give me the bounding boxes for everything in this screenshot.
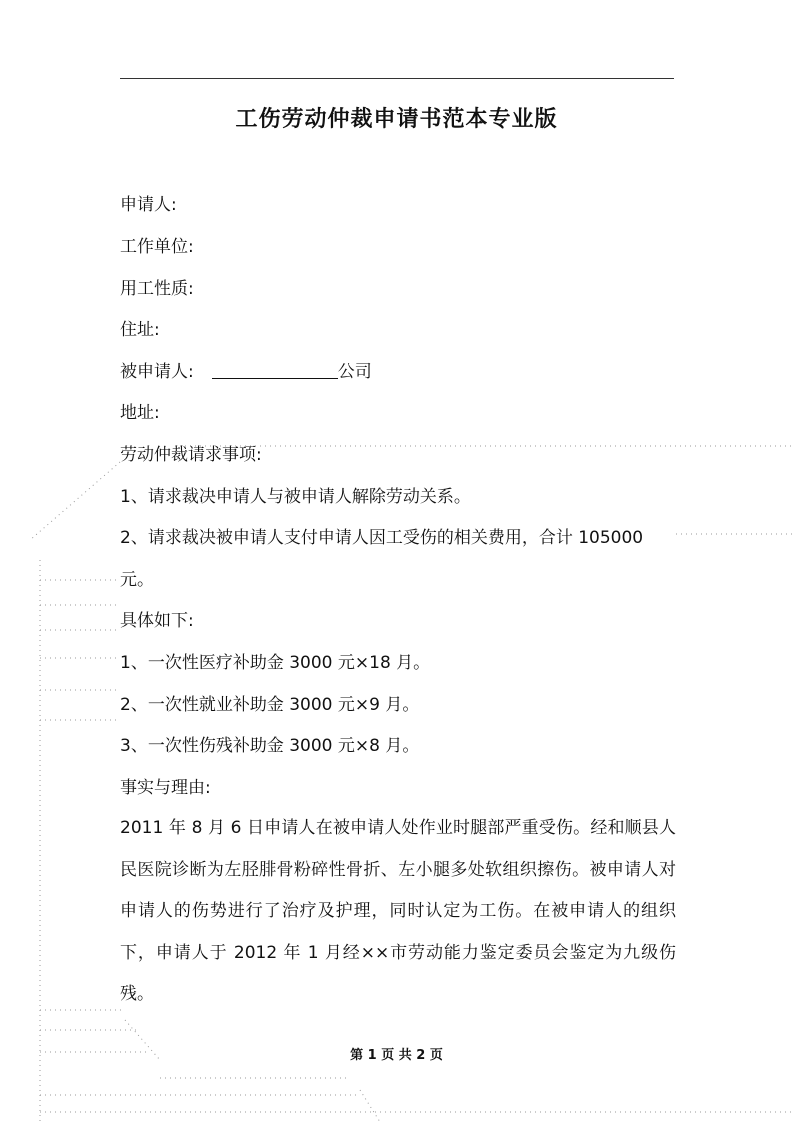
document-title: 工伤劳动仲裁申请书范本专业版 bbox=[235, 107, 558, 132]
detail-item-1: 1、一次性医疗补助金 3000 元×18 月。 bbox=[120, 653, 431, 673]
claim-item-2-line-1: 2、请求裁决被申请人支付申请人因工受伤的相关费用，合计 105000 bbox=[120, 528, 644, 548]
employer-label: 工作单位: bbox=[120, 237, 194, 257]
respondent-address-label: 地址: bbox=[120, 403, 160, 423]
detail-item-3: 3、一次性伤残补助金 3000 元×8 月。 bbox=[120, 736, 420, 756]
respondent-label: 被申请人: bbox=[120, 362, 194, 382]
claim-item-1: 1、请求裁决申请人与被申请人解除劳动关系。 bbox=[120, 487, 471, 507]
respondent-suffix: 公司 bbox=[337, 362, 372, 382]
claims-heading: 劳动仲裁请求事项: bbox=[120, 445, 262, 465]
header-rule bbox=[120, 78, 674, 79]
claim-item-2-line-2: 元。 bbox=[120, 570, 154, 590]
page-footer: 第 1 页 共 2 页 bbox=[350, 1048, 443, 1063]
address-label: 住址: bbox=[120, 320, 160, 340]
details-heading: 具体如下: bbox=[120, 611, 194, 631]
respondent-line bbox=[120, 357, 372, 382]
facts-body: 2011 年 8 月 6 日申请人在被申请人处作业时腿部严重受伤。经和顺县人民医院诊断为左胫腓骨粉碎性骨折、左小腿多处软组织擦伤。被申请人对申请人的伤势进行了治疗及护理，同时认定为工伤。在被申请人的组织下，申请人于 2012 年 1 月经××市劳动能力鉴定委员会鉴定为九级伤残。 bbox=[120, 818, 676, 1004]
applicant-label: 申请人: bbox=[120, 195, 177, 215]
respondent-blank bbox=[212, 360, 338, 379]
employment-type-label: 用工性质: bbox=[120, 279, 194, 299]
facts-heading: 事实与理由: bbox=[120, 778, 211, 798]
detail-item-2: 2、一次性就业补助金 3000 元×9 月。 bbox=[120, 695, 420, 715]
